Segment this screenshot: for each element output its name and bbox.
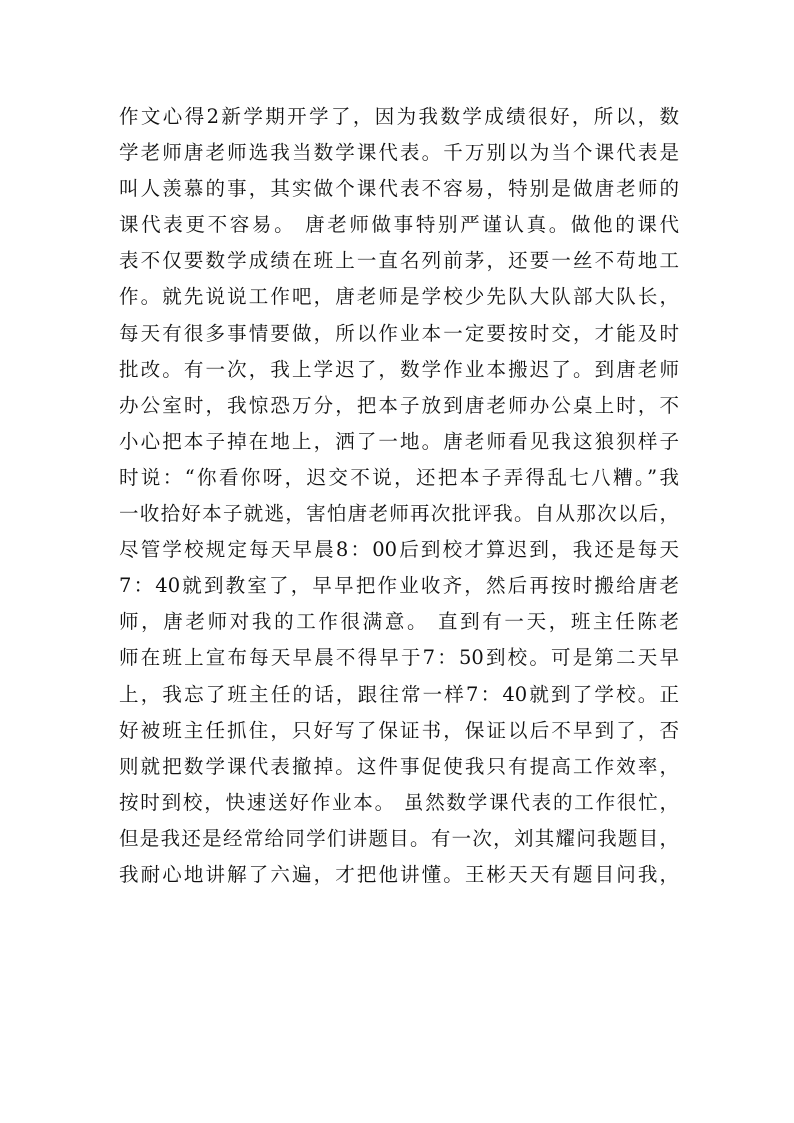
text-line: 但是我还是经常给同学们讲题目。有一次，刘其耀问我题目，	[119, 826, 679, 850]
text-line: 一收拾好本子就逃，害怕唐老师再次批评我。自从那次以后，	[119, 502, 679, 526]
text-line: 小心把本子掉在地上，洒了一地。唐老师看见我这狼狈样子	[119, 429, 679, 453]
text-line: 师，唐老师对我的工作很满意。 直到有一天，班主任陈老	[119, 610, 679, 634]
text-line: 学老师唐老师选我当数学课代表。千万别以为当个课代表是	[119, 141, 679, 165]
text-line: 则就把数学课代表撤掉。这件事促使我只有提高工作效率，	[119, 754, 679, 778]
text-line: 按时到校，快速送好作业本。 虽然数学课代表的工作很忙，	[119, 790, 679, 814]
text-line: 上，我忘了班主任的话，跟往常一样7：40就到了学校。正	[119, 682, 679, 706]
text-line: 批改。有一次，我上学迟了，数学作业本搬迟了。到唐老师	[119, 357, 679, 381]
text-line: 课代表更不容易。 唐老师做事特别严谨认真。做他的课代	[119, 213, 679, 237]
text-line: 7：40就到教室了，早早把作业收齐，然后再按时搬给唐老	[119, 574, 679, 598]
text-line: 表不仅要数学成绩在班上一直名列前茅，还要一丝不苟地工	[119, 249, 679, 273]
text-line: 好被班主任抓住，只好写了保证书，保证以后不早到了，否	[119, 718, 679, 742]
text-line: 作文心得2新学期开学了，因为我数学成绩很好，所以，数	[119, 105, 679, 128]
text-line: 办公室时，我惊恐万分，把本子放到唐老师办公桌上时，不	[119, 393, 679, 417]
text-line: 作。就先说说工作吧，唐老师是学校少先队大队部大队长，	[119, 285, 679, 309]
text-line: 每天有很多事情要做，所以作业本一定要按时交，才能及时	[119, 321, 679, 345]
text-line: 师在班上宣布每天早晨不得早于7：50到校。可是第二天早	[119, 646, 679, 670]
text-line: 我耐心地讲解了六遍，才把他讲懂。王彬天天有题目问我，	[119, 862, 679, 886]
text-line: 叫人羡慕的事，其实做个课代表不容易，特别是做唐老师的	[119, 177, 679, 201]
text-line: 尽管学校规定每天早晨8：00后到校才算迟到，我还是每天	[119, 538, 679, 562]
text-line: 时说：“你看你呀，迟交不说，还把本子弄得乱七八糟。”我	[119, 465, 679, 489]
essay-body	[119, 99, 679, 893]
